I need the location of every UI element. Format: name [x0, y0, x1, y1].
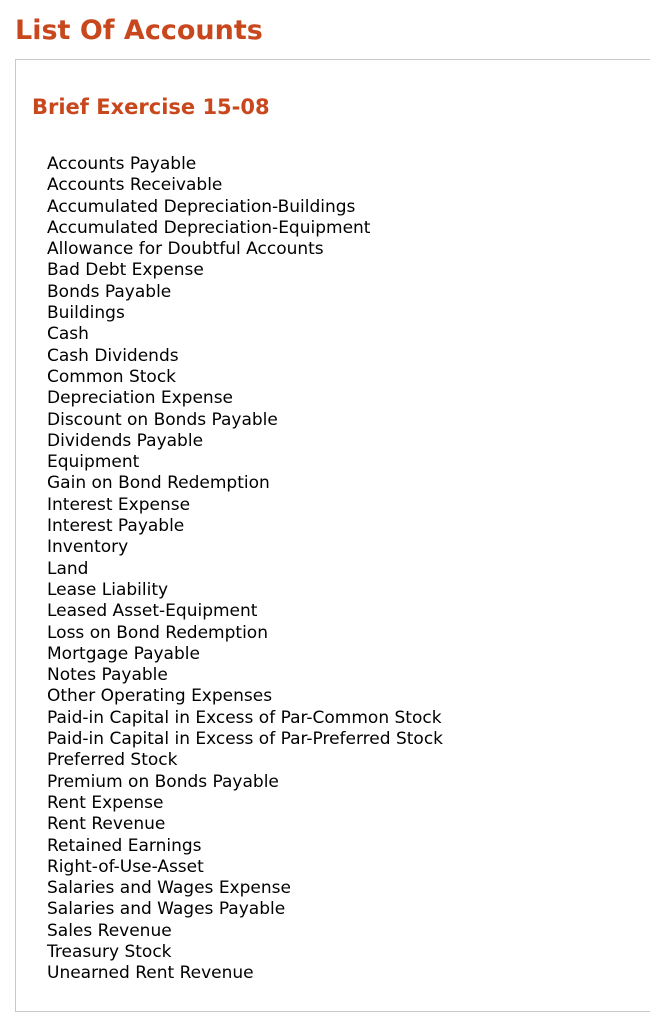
account-list-item: Preferred Stock — [47, 750, 178, 771]
account-list-item: Treasury Stock — [47, 941, 172, 962]
exercise-heading: Brief Exercise 15-08 — [32, 95, 270, 119]
account-list-item: Sales Revenue — [47, 920, 172, 941]
account-list-item: Interest Expense — [47, 494, 191, 515]
account-list-item: Accumulated Depreciation-Buildings — [47, 196, 356, 217]
account-list-item: Discount on Bonds Payable — [47, 409, 278, 430]
account-list-item: Lease Liability — [47, 579, 169, 600]
account-list-item: Cash — [47, 324, 89, 345]
account-list-item: Dividends Payable — [47, 430, 204, 451]
account-list-item: Allowance for Doubtful Accounts — [47, 239, 324, 260]
account-list-item: Common Stock — [47, 366, 177, 387]
account-list-item: Salaries and Wages Payable — [47, 899, 286, 920]
account-list-item: Unearned Rent Revenue — [47, 963, 254, 984]
account-list-item: Bad Debt Expense — [47, 260, 204, 281]
account-list-item: Gain on Bond Redemption — [47, 473, 270, 494]
account-list-item: Interest Payable — [47, 516, 185, 537]
account-list-item: Mortgage Payable — [47, 643, 200, 664]
page-title: List Of Accounts — [15, 15, 263, 46]
account-list-item: Accounts Payable — [47, 154, 197, 174]
account-list-item: Right-of-Use-Asset — [47, 856, 204, 877]
account-list-item: Rent Revenue — [47, 814, 166, 835]
account-list-item: Accumulated Depreciation-Equipment — [47, 217, 371, 238]
account-list-item: Accounts Receivable — [47, 175, 223, 196]
account-list-item: Salaries and Wages Expense — [47, 878, 291, 899]
account-list-item: Paid-in Capital in Excess of Par-Preferred Stock — [47, 729, 444, 750]
account-list-item: Cash Dividends — [47, 345, 179, 366]
account-list-item: Buildings — [47, 303, 125, 324]
account-list-item: Depreciation Expense — [47, 388, 234, 409]
account-list-item: Other Operating Expenses — [47, 686, 273, 707]
account-list-item: Bonds Payable — [47, 281, 172, 302]
account-list-item: Leased Asset-Equipment — [47, 601, 258, 622]
account-list-item: Loss on Bond Redemption — [47, 622, 268, 643]
account-list-item: Notes Payable — [47, 665, 168, 686]
account-list — [47, 154, 443, 985]
account-list-item: Paid-in Capital in Excess of Par-Common Stock — [47, 707, 442, 728]
account-list-item: Equipment — [47, 452, 140, 473]
account-list-item: Premium on Bonds Payable — [47, 771, 279, 792]
accounts-panel — [15, 59, 650, 1012]
account-list-item: Retained Earnings — [47, 835, 202, 856]
account-list-item: Rent Expense — [47, 792, 164, 813]
account-list-item: Inventory — [47, 537, 129, 558]
account-list-item: Land — [47, 558, 89, 579]
